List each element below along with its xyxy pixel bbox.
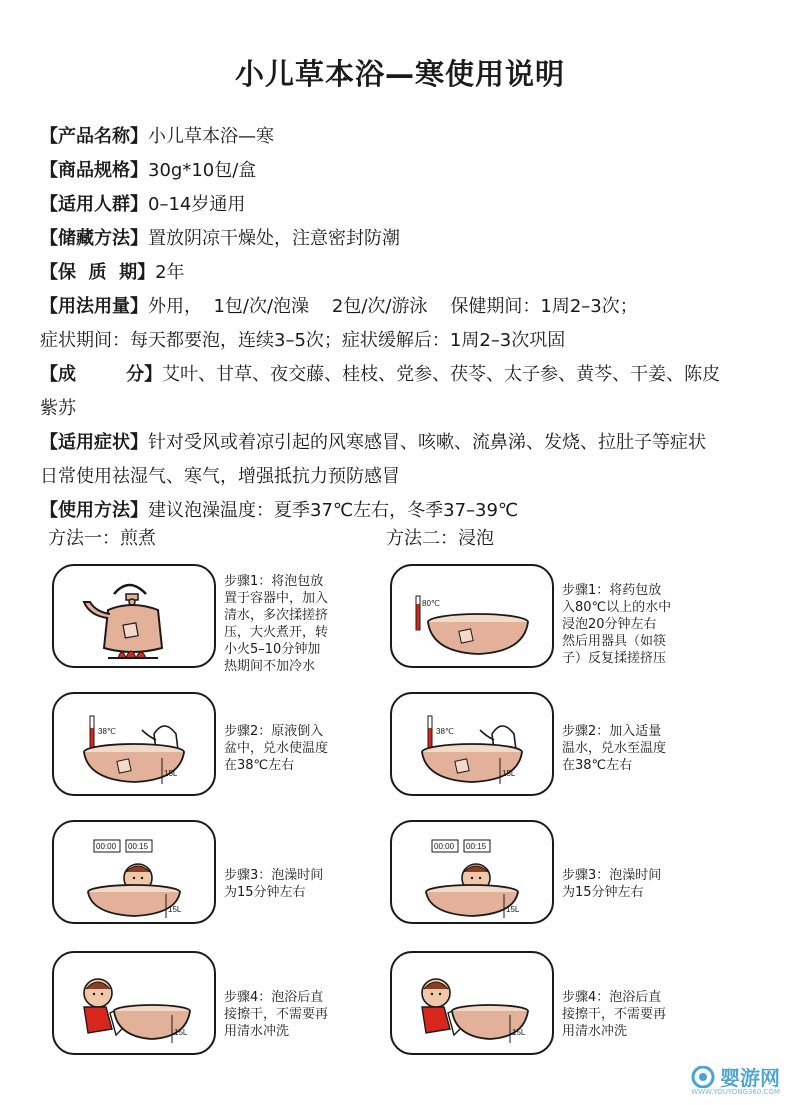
method1-title: 方法一：煎煮 xyxy=(48,528,156,549)
info-label: 【储藏方法】 xyxy=(40,228,148,249)
bath-baby-icon xyxy=(392,822,552,922)
info-line xyxy=(40,426,770,460)
product-info xyxy=(40,120,770,528)
watermark-logo xyxy=(690,1062,780,1091)
info-line xyxy=(40,494,770,528)
volume-label: 15L xyxy=(512,1028,526,1037)
info-value: 日常使用祛湿气、寒气，增强抵抗力预防感冒 xyxy=(40,466,400,487)
volume-label: 15L xyxy=(168,905,182,914)
method1-step3-text: 步骤3：泡澡时间 为15分钟左右 xyxy=(224,868,324,900)
method2-step4-text: 步骤4：泡浴后直 接擦干，不需要再 用清水冲洗 xyxy=(562,990,667,1039)
step2-illustration xyxy=(390,692,554,796)
watermark-name: 婴游网 xyxy=(720,1066,780,1090)
info-line xyxy=(40,222,770,256)
method2-step3-text: 步骤3：泡澡时间 为15分钟左右 xyxy=(562,868,662,900)
info-line xyxy=(40,290,770,324)
timer-start: 00:00 xyxy=(434,842,455,851)
kettle-icon xyxy=(54,566,214,666)
info-value: 30g*10包/盒 xyxy=(148,160,257,181)
info-value: 艾叶、甘草、夜交藤、桂枝、党参、茯苓、太子参、黄芩、干姜、陈皮 xyxy=(162,364,721,385)
step2-illustration xyxy=(52,692,216,796)
brand-logo-icon xyxy=(690,1066,716,1088)
step3-illustration xyxy=(52,820,216,924)
info-line xyxy=(40,392,770,426)
info-label: 【成 分】 xyxy=(40,364,163,385)
info-value: 建议泡澡温度：夏季37℃左右，冬季37–39℃ xyxy=(148,500,519,521)
info-value: 置放阴凉干燥处，注意密封防潮 xyxy=(148,228,400,249)
temp-label: 80℃ xyxy=(422,599,440,608)
bath-baby-icon xyxy=(54,822,214,922)
info-line xyxy=(40,358,770,392)
step3-illustration xyxy=(390,820,554,924)
timer-end: 00:15 xyxy=(466,842,487,851)
step1-illustration xyxy=(390,564,554,668)
volume-label: 15L xyxy=(174,1028,188,1037)
method2-step2-text: 步骤2：加入适量 温水，兑水至温度 在38℃左右 xyxy=(562,724,667,773)
info-line xyxy=(40,120,770,154)
info-value: 症状期间：每天都要泡，连续3–5次；症状缓解后：1周2–3次巩固 xyxy=(40,330,566,351)
volume-label: 15L xyxy=(502,769,516,778)
method1-step2-text: 步骤2：原液倒入 盆中，兑水使温度 在38℃左右 xyxy=(224,724,329,773)
volume-label: 15L xyxy=(506,905,520,914)
info-label: 【用法用量】 xyxy=(40,296,148,317)
step4-illustration xyxy=(52,951,216,1055)
method1-step4-text: 步骤4：泡浴后直 接擦干，不需要再 用清水冲洗 xyxy=(224,990,329,1039)
info-label: 【商品规格】 xyxy=(40,160,148,181)
temp-label: 38℃ xyxy=(436,727,454,736)
method1-step1-text: 步骤1：将泡包放 置于容器中，加入 清水，多次揉搓挤 压，大火煮开，转 小火5–10分钟加 热期间不加冷水 xyxy=(224,574,329,674)
info-value: 紫苏 xyxy=(40,398,76,419)
step4-illustration xyxy=(390,951,554,1055)
info-value: 0–14岁通用 xyxy=(148,194,246,215)
basin-icon xyxy=(392,694,552,794)
volume-label: 15L xyxy=(164,769,178,778)
towel-baby-icon xyxy=(392,953,552,1053)
info-line xyxy=(40,154,770,188)
info-label: 【使用方法】 xyxy=(40,500,148,521)
info-value: 外用， 1包/次/泡澡 2包/次/游泳 保健期间：1周2–3次； xyxy=(148,296,638,317)
basin-icon xyxy=(54,694,214,794)
step1-illustration xyxy=(52,564,216,668)
method2-step1-text: 步骤1：将药包放 入80℃以上的水中 浸泡20分钟左右 然后用器具（如筷 子）反复揉搓挤压 xyxy=(562,583,672,666)
info-value: 针对受风或着凉引起的风寒感冒、咳嗽、流鼻涕、发烧、拉肚子等症状 xyxy=(148,432,706,453)
info-label: 【适用症状】 xyxy=(40,432,148,453)
info-label: 【产品名称】 xyxy=(40,126,148,147)
method2-title: 方法二：浸泡 xyxy=(386,528,494,549)
info-label: 【保 质 期】 xyxy=(40,262,156,283)
info-line xyxy=(40,460,770,494)
towel-baby-icon xyxy=(54,953,214,1053)
timer-start: 00:00 xyxy=(96,842,117,851)
info-label: 【适用人群】 xyxy=(40,194,148,215)
info-line xyxy=(40,188,770,222)
info-value: 2年 xyxy=(155,262,185,283)
temp-label: 38℃ xyxy=(98,727,116,736)
watermark-url: WWW.YOUYONG360.COM xyxy=(691,1088,780,1096)
soak-basin-icon xyxy=(392,566,552,666)
timer-end: 00:15 xyxy=(128,842,149,851)
info-value: 小儿草本浴—寒 xyxy=(148,126,274,147)
info-line xyxy=(40,256,770,290)
page-title: 小儿草本浴—寒使用说明 xyxy=(234,57,565,91)
info-line xyxy=(40,324,770,358)
